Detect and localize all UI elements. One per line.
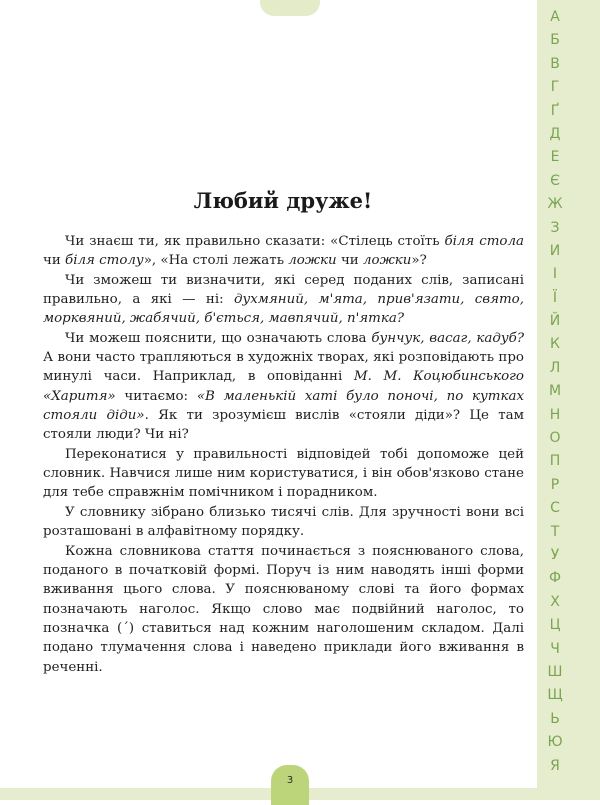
alphabet-letter[interactable]: У	[550, 546, 560, 563]
intro-text	[43, 232, 524, 677]
italic-example: бунчук, васаг, кадуб?	[371, 330, 524, 346]
text-segment: Чи можеш пояснити, що означають слова	[65, 330, 372, 346]
alphabet-letter[interactable]: Г	[550, 79, 560, 96]
alphabet-letter[interactable]: Ч	[550, 640, 560, 657]
text-segment: . Як ти зрозумієш вислів «стояли діди»? Це там стояли люди? Чи ні?	[43, 408, 524, 443]
paragraph	[43, 445, 524, 503]
text-segment: Кожна словникова стаття починається з пояснюваного слова, поданого в початковій формі. Поруч із ним наводять інші форми вживання цього слова. У пояснюваному слові та його формах позначають наголос. Якщо слово має подвійний наголос, то позначка (´) ставиться над кожним наголошеним складом. Далі подано тлумачення слова і наведено приклади його вживання в реченні.	[43, 543, 524, 675]
alphabet-letter[interactable]: М	[548, 383, 562, 400]
alphabet-letter[interactable]: П	[549, 453, 561, 470]
text-segment: », «На столі лежать	[143, 253, 289, 269]
text-segment: читаємо:	[115, 388, 197, 404]
top-tab-decoration	[260, 0, 320, 16]
text-segment: У словнику зібрано близько тисячі слів. Для зручності вони всі розташовані в алфавітному порядку.	[43, 504, 524, 540]
alphabet-letter[interactable]: І	[552, 266, 558, 283]
alphabet-letter[interactable]: А	[550, 9, 560, 25]
alphabet-letter[interactable]: Д	[549, 125, 561, 142]
alphabet-letter[interactable]: Е	[550, 149, 560, 166]
alphabet-letter[interactable]: К	[550, 336, 560, 353]
text-segment: »?	[411, 253, 427, 269]
alphabet-letter[interactable]: Є	[550, 172, 560, 189]
alphabet-letter[interactable]: Ь	[550, 710, 560, 727]
text-segment: Чи зможеш ти визначити, які серед поданих слів, записані правильно, а які — ні:	[43, 272, 524, 308]
alphabet-letter[interactable]: В	[550, 55, 560, 72]
alphabet-letter[interactable]: Ґ	[550, 102, 560, 119]
alphabet-letter[interactable]: О	[549, 430, 561, 447]
italic-example: духмяний, м'ята, прив'язати, свято, морквяний, жабячий, б'ється, мавпячий, п'ятка?	[43, 292, 524, 327]
alphabet-letter[interactable]: Ш	[547, 663, 563, 680]
alphabet-letter[interactable]: С	[550, 500, 560, 517]
page-title: Любий друже!	[193, 188, 373, 213]
alphabet-letter[interactable]: Б	[550, 32, 560, 49]
paragraph	[43, 542, 524, 677]
italic-example: «В маленькій хаті було поночі, по кутках стояли діди»	[43, 388, 524, 424]
italic-example: М. М. Коцюбинського «Харитя»	[43, 369, 524, 404]
alphabet-index	[537, 6, 573, 778]
alphabet-letter[interactable]: Ж	[547, 196, 563, 213]
alphabet-letter[interactable]: Ф	[548, 570, 562, 587]
alphabet-letter[interactable]: Я	[550, 757, 560, 774]
paragraph	[43, 232, 524, 271]
paragraph	[43, 329, 524, 445]
alphabet-letter[interactable]: Х	[550, 593, 560, 610]
paragraph	[43, 271, 524, 329]
italic-example: ложки	[288, 253, 337, 269]
text-segment: чи	[43, 253, 66, 269]
italic-example: біля стола	[444, 234, 524, 249]
alphabet-letter[interactable]: Л	[549, 359, 561, 376]
alphabet-letter[interactable]: Й	[549, 313, 561, 330]
paragraph	[43, 503, 524, 542]
alphabet-letter[interactable]: Щ	[547, 687, 563, 704]
alphabet-letter[interactable]: З	[550, 219, 560, 236]
alphabet-letter[interactable]: И	[549, 242, 561, 259]
alphabet-letter[interactable]: Ї	[552, 289, 558, 306]
alphabet-sidebar	[537, 0, 600, 800]
alphabet-letter[interactable]: Р	[550, 476, 560, 493]
italic-example: ложки	[362, 253, 412, 269]
text-segment: А вони часто трапляються в художніх творах, які розповідають про минулі часи. Наприклад, в оповіданні	[43, 350, 524, 385]
text-segment: Переконатися у правильності відповідей тобі допоможе цей словник. Навчися лише ним користуватися, і він обов'язково стане для тебе справжнім помічником і порадником.	[43, 446, 524, 501]
alphabet-letter[interactable]: Т	[550, 523, 560, 540]
text-segment: чи	[336, 253, 363, 269]
text-segment: Чи знаєш ти, як правильно сказати: «Стілець стоїть	[65, 234, 445, 249]
page-number: 3	[286, 775, 294, 786]
alphabet-letter[interactable]: Н	[549, 406, 561, 423]
alphabet-letter[interactable]: Ц	[549, 617, 561, 634]
italic-example: біля столу	[65, 253, 144, 269]
alphabet-letter[interactable]: Ю	[547, 734, 563, 751]
